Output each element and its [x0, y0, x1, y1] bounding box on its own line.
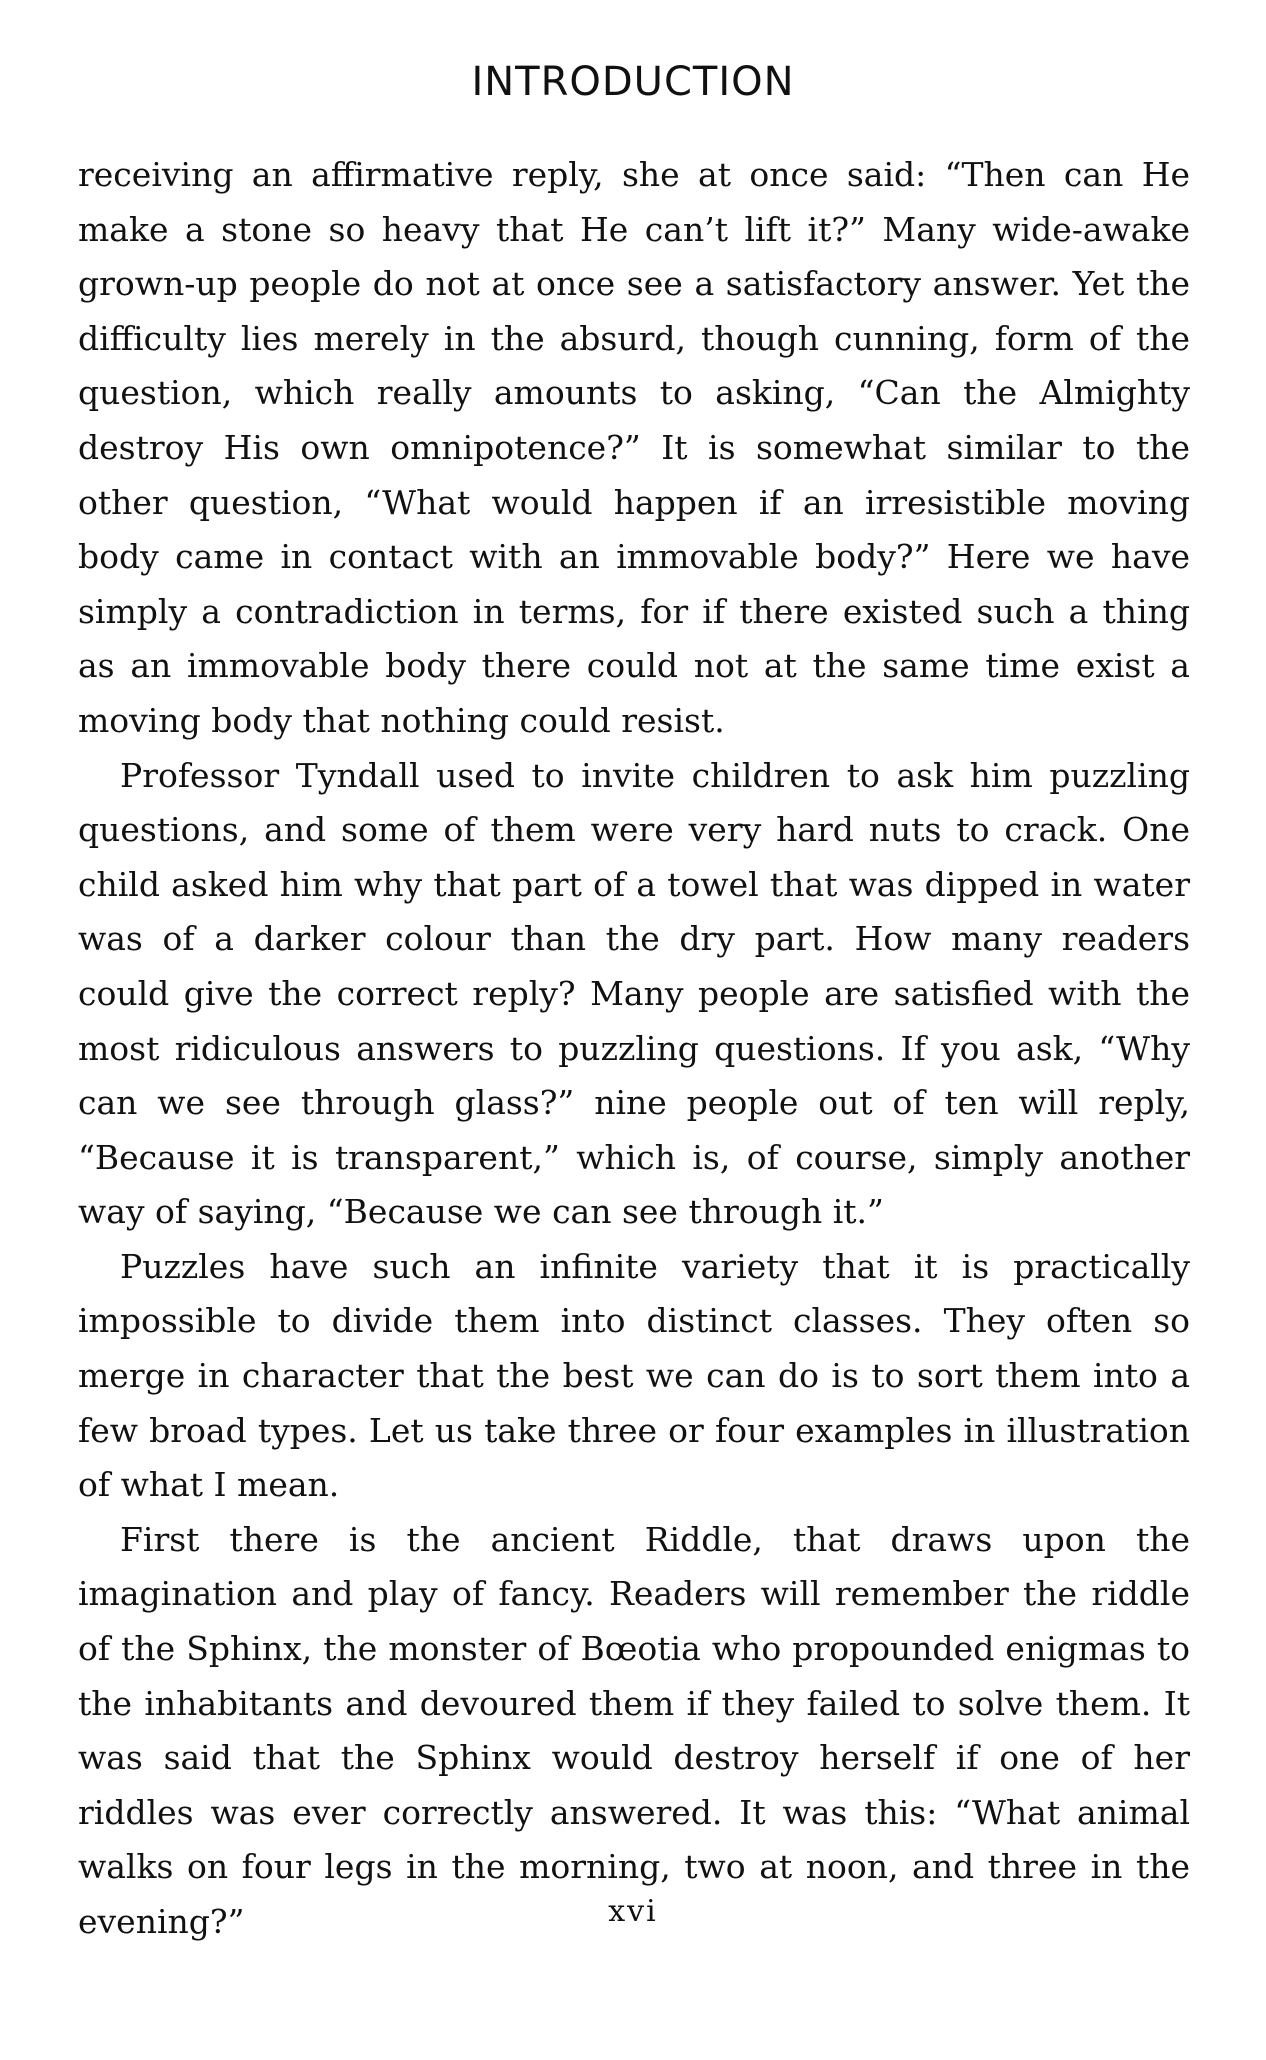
body-text [78, 148, 1190, 1950]
paragraph-puzzle-variety: Puzzles have such an infinite variety that it is practically impossible to divide them into distinct classes. They often so merge in character that the best we can do is to sort them into a few broad types. Let us take three or four examples in illustration of what I mean. [78, 1246, 1190, 1505]
page-number: xvi [608, 1894, 658, 1929]
paragraph-riddle: First there is the ancient Riddle, that draws upon the imagination and play of fancy. Readers will remember the riddle of the Sphinx, the monster of Bœotia who propounded enigmas to the inhabitants and devoured them if they failed to solve them. It was said that the Sphinx would destroy herself if one of her riddles was ever correctly answered. It was this: “What animal walks on four legs in the morning, two at noon, and three in the evening?” [78, 1519, 1190, 1941]
paragraph-tyndall: Professor Tyndall used to invite children to ask him puzzling questions, and some of them were very hard nuts to crack. One child asked him why that part of a towel that was dipped in water was of a darker colour than the dry part. How many readers could give the correct reply? Many people are satisfied with the most ridiculous answers to puzzling questions. If you ask, “Why can we see through glass?” nine people out of ten will reply, “Because it is transparent,” which is, of course, simply another way of saying, “Because we can see through it.” [78, 755, 1190, 1232]
running-head: INTRODUCTION [471, 59, 795, 105]
paragraph-continuation: receiving an affirmative reply, she at once said: “Then can He make a stone so heavy that He can’t lift it?” Many wide-awake grown-up people do not at once see a satisfactory answer. Yet the difficulty lies merely in the absurd, though cunning, form of the question, which really amounts to asking, “Can the Almighty destroy His own omnipotence?” It is somewhat similar to the other question, “What would happen if an irresistible moving body came in contact with an immovable body?” Here we have simply a contradiction in terms, for if there existed such a thing as an immovable body there could not at the same time exist a moving body that nothing could resist. [78, 155, 1190, 740]
